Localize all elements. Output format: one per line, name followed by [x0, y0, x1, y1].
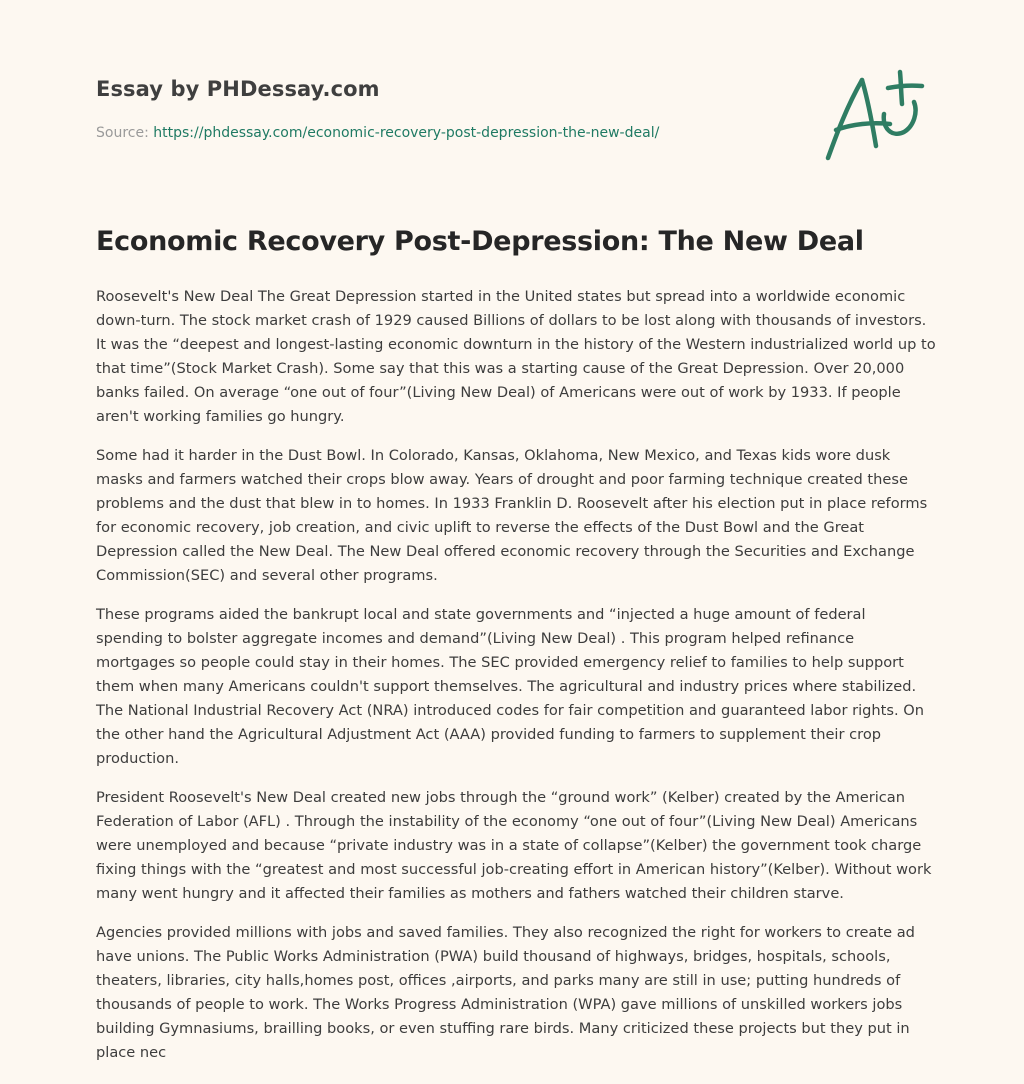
source-label: Source:	[96, 125, 149, 141]
source-link[interactable]: https://phdessay.com/economic-recovery-post-depression-the-new-deal/	[153, 125, 660, 141]
essay-body	[96, 285, 936, 1080]
essay-paragraph: These programs aided the bankrupt local and state governments and “injected a huge amount of federal spending to bolster aggregate incomes and demand”(Living New Deal) . This program helped refinance mortgages so people could stay in their homes. The SEC provided emergency relief to families to help support them when many Americans couldn't support themselves. The agricultural and industry prices where stabilized. The National Industrial Recovery Act (NRA) introduced codes for fair competition and guaranteed labor rights. On the other hand the Agricultural Adjustment Act (AAA) provided funding to farmers to supplement their crop production.	[96, 606, 925, 767]
essay-paragraph: Agencies provided millions with jobs and saved families. They also recognized the right for workers to create ad have unions. The Public Works Administration (PWA) build thousand of highways, bridges, hospitals, schools, theaters, libraries, city halls,homes post, offices ,airports, and parks many are still in use; putting hundreds of thousands of people to work. The Works Progress Administration (WPA) gave millions of unskilled workers jobs building Gymnasiums, brailling books, or even stuffing rare birds. Many criticized these projects but they put in place nec	[96, 924, 915, 1061]
essay-paragraph: Roosevelt's New Deal The Great Depression started in the United states but spread into a worldwide economic down-turn. The stock market crash of 1929 caused Billions of dollars to be lost along with thousands of investors. It was the “deepest and longest-lasting economic downturn in the history of the Western industrialized world up to that time”(Stock Market Crash). Some say that this was a starting cause of the Great Depression. Over 20,000 banks failed. On average “one out of four”(Living New Deal) of Americans were out of work by 1933. If people aren't working families go hungry.	[96, 288, 936, 425]
essay-paragraph: President Roosevelt's New Deal created new jobs through the “ground work” (Kelber) created by the American Federation of Labor (AFL) . Through the instability of the economy “one out of four”(Living New Deal) Americans were unemployed and because “private industry was in a state of collapse”(Kelber) the government took charge fixing things with the “greatest and most successful job-creating effort in American history”(Kelber). Without work many went hungry and it affected their families as mothers and fathers watched their children starve.	[96, 789, 932, 902]
essay-title: Economic Recovery Post-Depression: The New Deal	[96, 226, 864, 257]
source-line	[96, 125, 659, 141]
a-plus-logo	[822, 66, 928, 164]
site-brand: Essay by PHDessay.com	[96, 77, 380, 101]
essay-paragraph: Some had it harder in the Dust Bowl. In Colorado, Kansas, Oklahoma, New Mexico, and Texas kids wore dusk masks and farmers watched their crops blow away. Years of drought and poor farming technique created these problems and the dust that blew in to homes. In 1933 Franklin D. Roosevelt after his election put in place reforms for economic recovery, job creation, and civic uplift to reverse the effects of the Dust Bowl and the Great Depression called the New Deal. The New Deal offered economic recovery through the Securities and Exchange Commission(SEC) and several other programs.	[96, 447, 928, 584]
